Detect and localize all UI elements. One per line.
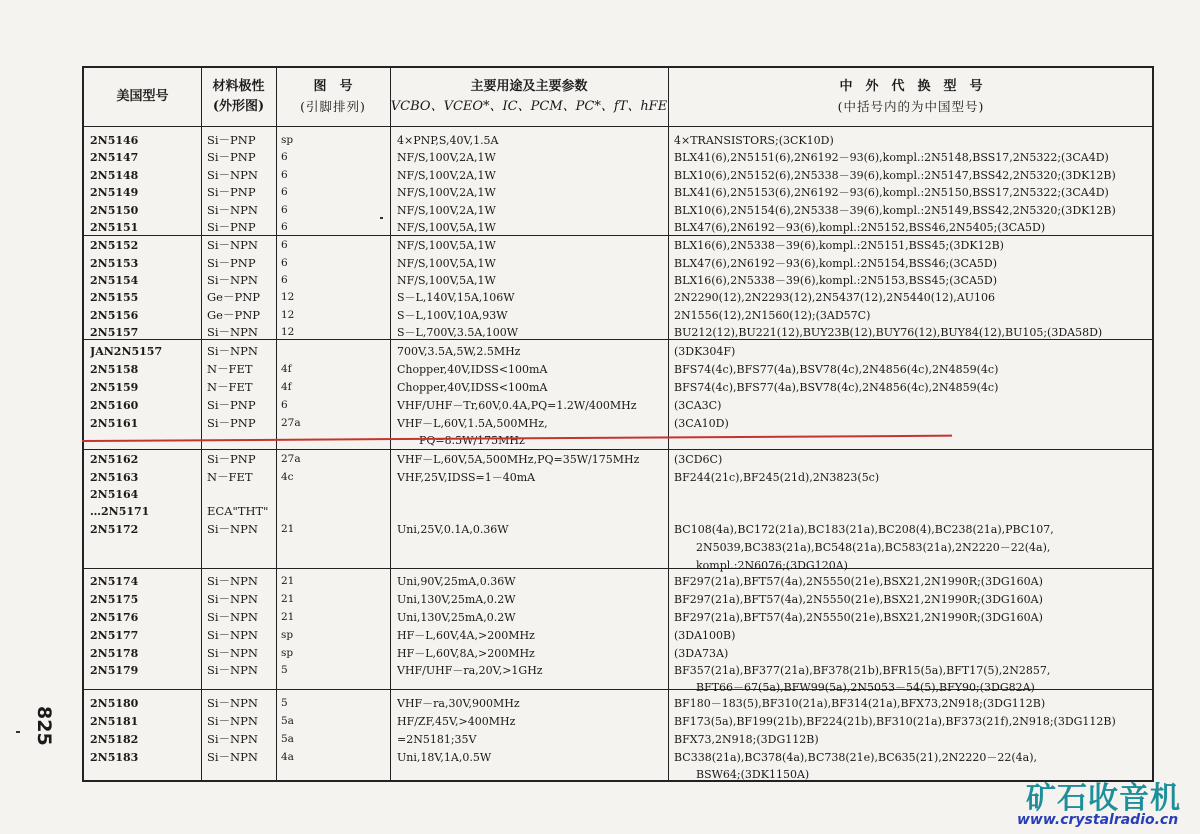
cell-material: Si－NPN <box>207 238 258 252</box>
cell-equivalents: BFX73,2N918;(3DG112B) <box>674 733 819 746</box>
cell-material: Si－NPN <box>207 663 258 677</box>
cell-material: Si－PNP <box>207 220 256 234</box>
table-row <box>84 486 1152 504</box>
cell-equivalents: BU212(12),BU221(12),BUY23B(12),BUY76(12),BUY84(12),BU105;(3DA58D) <box>674 326 1103 339</box>
header-label: (引脚排列) <box>300 99 366 114</box>
header-material <box>201 68 276 126</box>
cell-equivalents: BLX16(6),2N5338－39(6),kompl.:2N5153,BSS45;(3CA5D) <box>674 274 998 287</box>
cell-material: Ge－PNP <box>207 308 261 322</box>
cell-figure: 4a <box>281 751 294 763</box>
cell-params: =2N5181;35V <box>397 733 477 746</box>
cell-material: Si－NPN <box>207 750 258 764</box>
cell-equivalents: BLX41(6),2N5151(6),2N6192－93(6),kompl.:2N5148,BSS17,2N5322;(3CA4D) <box>674 151 1109 164</box>
cell-material: Si－NPN <box>207 732 258 746</box>
cell-equivalents: 2N5039,BC383(21a),BC548(21a),BC583(21a),2N2220－22(4a), <box>674 541 1051 554</box>
cell-material: N－FET <box>207 380 253 394</box>
cell-material: Si－NPN <box>207 610 258 624</box>
cell-material: ECA"THT" <box>207 504 269 518</box>
table-row <box>84 289 1152 307</box>
cell-equivalents: BC108(4a),BC172(21a),BC183(21a),BC208(4),BC238(21a),PBC107, <box>674 523 1054 536</box>
table-row <box>84 361 1152 379</box>
table-row <box>84 149 1152 167</box>
cell-equivalents: BLX47(6),2N6192－93(6),kompl.:2N5154,BSS46;(3CA5D) <box>674 257 998 270</box>
watermark-logo: 矿石收音机 <box>1026 781 1181 816</box>
table-row <box>84 573 1152 591</box>
cell-equivalents: kompl.:2N6076;(3DG120A) <box>674 559 848 572</box>
cell-equivalents: BF173(5a),BF199(21b),BF224(21b),BF310(21a),BF373(21f),2N918;(3DG112B) <box>674 715 1116 728</box>
table-row <box>84 469 1152 487</box>
table-row <box>84 255 1152 273</box>
cell-us-type: 2N5150 <box>90 204 139 217</box>
cell-material: Si－NPN <box>207 646 258 660</box>
cell-equivalents: BLX10(6),2N5154(6),2N5338－39(6),kompl.:2N5149,BSS42,2N5320;(3DK12B) <box>674 204 1116 217</box>
cell-params: Uni,18V,1A,0.5W <box>397 751 492 764</box>
cell-figure: sp <box>281 134 294 146</box>
cell-figure: 5a <box>281 733 294 745</box>
cell-us-type: 2N5156 <box>90 309 139 322</box>
cell-equivalents: BF297(21a),BFT57(4a),2N5550(21e),BSX21,2N1990R;(3DG160A) <box>674 611 1043 624</box>
cell-us-type: 2N5181 <box>90 715 139 728</box>
cell-material: Si－PNP <box>207 452 256 466</box>
cell-us-type: 2N5183 <box>90 751 139 764</box>
cell-figure: 12 <box>281 291 295 303</box>
cell-equivalents: (3CA3C) <box>674 399 722 412</box>
cell-material: Si－NPN <box>207 203 258 217</box>
cell-equivalents: BF357(21a),BF377(21a),BF378(21b),BFR15(5a),BFT17(5),2N2857, <box>674 664 1051 677</box>
cell-us-type: 2N5149 <box>90 186 139 199</box>
cell-material: Si－PNP <box>207 185 256 199</box>
table-row <box>84 679 1152 697</box>
cell-params: NF/S,100V,5A,1W <box>397 221 496 234</box>
cell-equivalents: BC338(21a),BC378(4a),BC738(21e),BC635(21),2N2220－22(4a), <box>674 751 1037 764</box>
cell-equivalents: (3DA73A) <box>674 647 729 660</box>
cell-material: Si－NPN <box>207 273 258 287</box>
table-row <box>84 184 1152 202</box>
cell-material: Si－NPN <box>207 696 258 710</box>
cell-params: S－L,700V,3.5A,100W <box>397 326 519 339</box>
header-label: 美国型号 <box>116 89 169 104</box>
cell-params: HF－L,60V,4A,>200MHz <box>397 629 535 642</box>
cell-equivalents: BLX16(6),2N5338－39(6),kompl.:2N5151,BSS45;(3DK12B) <box>674 239 1004 252</box>
cell-material: Si－NPN <box>207 628 258 642</box>
cell-figure: sp <box>281 647 294 659</box>
cell-us-type: 2N5147 <box>90 151 139 164</box>
cell-figure: 5 <box>281 664 288 676</box>
cell-equivalents: BF180－183(5),BF310(21a),BF314(21a),BFX73,2N918;(3DG112B) <box>674 697 1046 710</box>
cell-equivalents: BFS74(4c),BFS77(4a),BSV78(4c),2N4856(4c),2N4859(4c) <box>674 363 999 376</box>
cell-figure: 5a <box>281 715 294 727</box>
table-row <box>84 219 1152 237</box>
cell-equivalents: 4×TRANSISTORS;(3CK10D) <box>674 134 834 147</box>
cell-equivalents: BF297(21a),BFT57(4a),2N5550(21e),BSX21,2N1990R;(3DG160A) <box>674 593 1043 606</box>
header-label: (外形图) <box>212 99 265 114</box>
cell-us-type: 2N5155 <box>90 291 139 304</box>
cell-us-type: 2N5161 <box>90 417 139 430</box>
cell-figure: 6 <box>281 169 288 181</box>
cell-material: Si－NPN <box>207 592 258 606</box>
cell-params: HF－L,60V,8A,>200MHz <box>397 647 535 660</box>
cell-figure: 6 <box>281 239 288 251</box>
table-row <box>84 167 1152 185</box>
header-us-type <box>84 68 201 126</box>
cell-params: NF/S,100V,2A,1W <box>397 186 496 199</box>
table-row <box>84 237 1152 255</box>
cell-figure: 6 <box>281 186 288 198</box>
table-row <box>84 202 1152 220</box>
cell-us-type: 2N5148 <box>90 169 139 182</box>
table-row <box>84 557 1152 575</box>
cell-us-type: 2N5164 <box>90 488 139 501</box>
cell-equivalents: 2N1556(12),2N1560(12);(3AD57C) <box>674 309 871 322</box>
table-row <box>84 766 1152 784</box>
cell-params: HF/ZF,45V,>400MHz <box>397 715 516 728</box>
cell-params: Chopper,40V,IDSS<100mA <box>397 363 548 376</box>
cell-figure: 6 <box>281 257 288 269</box>
cell-params: Chopper,40V,IDSS<100mA <box>397 381 548 394</box>
cell-material: Si－NPN <box>207 714 258 728</box>
table-row <box>84 695 1152 713</box>
cell-us-type: 2N5159 <box>90 381 139 394</box>
table-row <box>84 379 1152 397</box>
header-label: 图 号 <box>313 79 353 94</box>
cell-params: Uni,25V,0.1A,0.36W <box>397 523 509 536</box>
cell-params: Uni,90V,25mA,0.36W <box>397 575 516 588</box>
header-label: (中括号内的为中国型号) <box>837 99 985 114</box>
cell-figure: 6 <box>281 204 288 216</box>
cell-figure: 4f <box>281 381 292 393</box>
cell-params: NF/S,100V,2A,1W <box>397 204 496 217</box>
cell-material: Si－PNP <box>207 398 256 412</box>
cell-params: Uni,130V,25mA,0.2W <box>397 593 516 606</box>
table-row <box>84 343 1152 361</box>
cell-us-type: 2N5151 <box>90 221 139 234</box>
cell-params: VHF/UHF－ra,20V,>1GHz <box>397 664 543 677</box>
cell-material: Si－PNP <box>207 150 256 164</box>
cell-figure: 27a <box>281 417 301 429</box>
cell-material: Si－PNP <box>207 416 256 430</box>
header-rule <box>84 126 1152 127</box>
table-row <box>84 521 1152 539</box>
table-row <box>84 397 1152 415</box>
cell-us-type: 2N5158 <box>90 363 139 376</box>
cell-figure: 4c <box>281 471 294 483</box>
cell-us-type: 2N5153 <box>90 257 139 270</box>
table-row <box>84 307 1152 325</box>
cell-us-type: 2N5180 <box>90 697 139 710</box>
table-row <box>84 731 1152 749</box>
cell-material: Si－NPN <box>207 168 258 182</box>
cell-material: Si－NPN <box>207 522 258 536</box>
cell-figure: 12 <box>281 309 295 321</box>
table-row <box>84 609 1152 627</box>
cell-us-type: 2N5152 <box>90 239 139 252</box>
cell-us-type: 2N5178 <box>90 647 139 660</box>
cell-equivalents: (3CA10D) <box>674 417 729 430</box>
cell-params: NF/S,100V,5A,1W <box>397 239 496 252</box>
header-label: VCBO、VCEO*、IC、PCM、PC*、fT、hFE <box>390 99 668 114</box>
table-row <box>84 132 1152 150</box>
cell-material: N－FET <box>207 470 253 484</box>
header-equivalents <box>668 68 1154 126</box>
cell-params: VHF/UHF－Tr,60V,0.4A,PQ=1.2W/400MHz <box>397 399 637 412</box>
cell-us-type: JAN2N5157 <box>90 345 163 358</box>
cell-figure: 5 <box>281 697 288 709</box>
cell-equivalents: (3CD6C) <box>674 453 723 466</box>
cell-us-type: 2N5176 <box>90 611 139 624</box>
cell-material: Si－PNP <box>207 256 256 270</box>
cell-figure: 21 <box>281 593 295 605</box>
cell-params: PQ=8.5W/175MHz <box>397 434 525 447</box>
cell-params: VHF－L,60V,5A,500MHz,PQ=35W/175MHz <box>397 453 640 466</box>
cell-params: S－L,140V,15A,106W <box>397 291 515 304</box>
cell-equivalents: BFT66－67(5a),BFW99(5a),2N5053－54(5),BFY90;(3DG82A) <box>674 681 1035 694</box>
cell-us-type: 2N5157 <box>90 326 139 339</box>
cell-material: Si－PNP <box>207 133 256 147</box>
table-row <box>84 645 1152 663</box>
header-figure <box>276 68 390 126</box>
cell-params: NF/S,100V,2A,1W <box>397 151 496 164</box>
cell-figure: 4f <box>281 363 292 375</box>
cell-params: NF/S,100V,5A,1W <box>397 257 496 270</box>
cell-equivalents: BF244(21c),BF245(21d),2N3823(5c) <box>674 471 880 484</box>
cell-us-type: …2N5171 <box>90 505 150 518</box>
cell-us-type: 2N5146 <box>90 134 139 147</box>
cell-material: Si－NPN <box>207 574 258 588</box>
cell-params: 4×PNP,S,40V,1.5A <box>397 134 499 147</box>
table-row <box>84 503 1152 521</box>
cell-equivalents: BLX41(6),2N5153(6),2N6192－93(6),kompl.:2N5150,BSS17,2N5322;(3CA4D) <box>674 186 1109 199</box>
page-number: 825 <box>33 706 55 746</box>
cell-figure: 21 <box>281 523 295 535</box>
table-row <box>84 713 1152 731</box>
cell-figure: 6 <box>281 274 288 286</box>
cell-equivalents: (3DA100B) <box>674 629 736 642</box>
header-params <box>390 68 668 126</box>
table-row <box>84 749 1152 767</box>
header-label: 主要用途及主要参数 <box>470 79 588 94</box>
cell-material: Si－NPN <box>207 325 258 339</box>
cell-equivalents: BSW64;(3DK1150A) <box>674 768 810 781</box>
table-row <box>84 415 1152 433</box>
scan-speck <box>380 217 383 219</box>
cell-us-type: 2N5172 <box>90 523 139 536</box>
cell-params: 700V,3.5A,5W,2.5MHz <box>397 345 521 358</box>
cell-params: VHF－ra,30V,900MHz <box>397 697 520 710</box>
cell-params: VHF,25V,IDSS=1－40mA <box>397 471 536 484</box>
header-label: 材料极性 <box>212 79 265 94</box>
cell-material: N－FET <box>207 362 253 376</box>
cell-figure: 27a <box>281 453 301 465</box>
cell-params: NF/S,100V,5A,1W <box>397 274 496 287</box>
cell-us-type: 2N5162 <box>90 453 139 466</box>
cell-equivalents: BLX47(6),2N6192－93(6),kompl.:2N5152,BSS46,2N5405;(3CA5D) <box>674 221 1046 234</box>
cell-figure: 12 <box>281 326 295 338</box>
cell-us-type: 2N5160 <box>90 399 139 412</box>
cell-us-type: 2N5174 <box>90 575 139 588</box>
cell-us-type: 2N5154 <box>90 274 139 287</box>
cell-equivalents: BLX10(6),2N5152(6),2N5338－39(6),kompl.:2N5147,BSS42,2N5320;(3DK12B) <box>674 169 1116 182</box>
cell-figure: 21 <box>281 575 295 587</box>
scan-speck <box>16 731 20 733</box>
header-label: 中 外 代 换 型 号 <box>839 79 983 94</box>
cell-equivalents: 2N2290(12),2N2293(12),2N5437(12),2N5440(12),AU106 <box>674 291 995 304</box>
cell-params: S－L,100V,10A,93W <box>397 309 508 322</box>
cell-us-type: 2N5163 <box>90 471 139 484</box>
table-row <box>84 627 1152 645</box>
transistor-table <box>82 66 1154 782</box>
cell-figure: 6 <box>281 221 288 233</box>
cell-equivalents: (3DK304F) <box>674 345 736 358</box>
cell-equivalents: BFS74(4c),BFS77(4a),BSV78(4c),2N4856(4c),2N4859(4c) <box>674 381 999 394</box>
cell-equivalents: BF297(21a),BFT57(4a),2N5550(21e),BSX21,2N1990R;(3DG160A) <box>674 575 1043 588</box>
table-row <box>84 272 1152 290</box>
watermark-url: www.crystalradio.cn <box>1017 812 1179 828</box>
cell-us-type: 2N5182 <box>90 733 139 746</box>
cell-figure: 6 <box>281 399 288 411</box>
cell-params: Uni,130V,25mA,0.2W <box>397 611 516 624</box>
cell-us-type: 2N5175 <box>90 593 139 606</box>
cell-figure: 6 <box>281 151 288 163</box>
cell-figure: sp <box>281 629 294 641</box>
cell-material: Ge－PNP <box>207 290 261 304</box>
table-row <box>84 539 1152 557</box>
table-row <box>84 451 1152 469</box>
table-row <box>84 324 1152 342</box>
cell-params: VHF－L,60V,1.5A,500MHz, <box>397 417 548 430</box>
cell-us-type: 2N5179 <box>90 664 139 677</box>
table-row <box>84 662 1152 680</box>
cell-us-type: 2N5177 <box>90 629 139 642</box>
cell-params: NF/S,100V,2A,1W <box>397 169 496 182</box>
table-row <box>84 591 1152 609</box>
cell-material: Si－NPN <box>207 344 258 358</box>
cell-figure: 21 <box>281 611 295 623</box>
